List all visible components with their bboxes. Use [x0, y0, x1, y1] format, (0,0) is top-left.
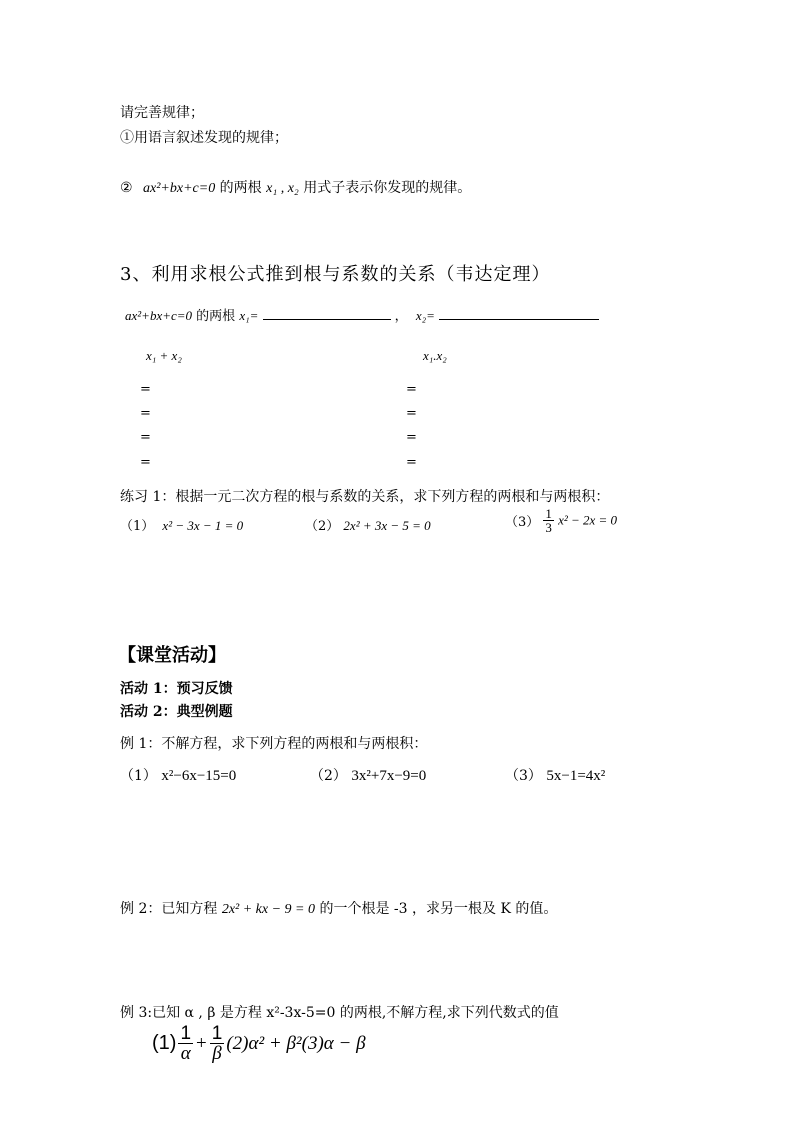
example-3-part-1-number: (1) — [152, 1032, 177, 1054]
rule-intro: 请完善规律； — [120, 105, 204, 121]
rule-item-2-suffix: 用式子表示你发现的规律。 — [303, 180, 472, 196]
activity-2-title: 活动 2：典型例题 — [120, 704, 233, 720]
fraction-numerator: 1 — [180, 1023, 192, 1044]
exercise-1-problem-1 — [120, 515, 243, 534]
exercise-1-problem-3 — [505, 507, 617, 534]
fraction-numerator: 1 — [545, 506, 552, 521]
sum-equals-1: = — [140, 382, 151, 397]
sum-label: x₁ + x₂ — [146, 348, 182, 363]
fraction-numerator: 1 — [211, 1023, 223, 1044]
example-1-problem-1-number: （1） — [120, 768, 157, 784]
example-3-rest-expression: (2)α² + β²(3)α − β — [226, 1032, 366, 1054]
exercise-1-problem-3-equation: x² − 2x = 0 — [558, 512, 618, 528]
sum-equals-3: = — [140, 430, 151, 445]
example-3-expression — [152, 1024, 366, 1063]
one-over-beta-fraction — [210, 1024, 225, 1063]
rule-item-2-equation: ax²+bx+c=0 — [143, 181, 216, 196]
example-2-equation: 2x² + kx − 9 = 0 — [221, 902, 315, 917]
roots-line-equation: ax²+bx+c=0 — [125, 308, 193, 323]
roots-line — [125, 305, 599, 324]
x2-blank[interactable] — [439, 305, 599, 320]
product-equals-4: = — [406, 455, 417, 470]
exercise-1-problem-2-number: （2） — [305, 519, 340, 534]
example-1-problem-2-number: （2） — [310, 768, 347, 784]
exercise-1-problem-3-number: （3） — [505, 515, 540, 530]
example-1-text: 例 1：不解方程，求下列方程的两根和与两根积： — [120, 736, 428, 752]
classroom-activity-heading: 【课堂活动】 — [118, 645, 226, 666]
rule-item-1: ①用语言叙述发现的规律； — [120, 130, 288, 146]
example-1-problem-3-number: （3） — [505, 768, 542, 784]
x1-label: x₁= — [239, 308, 259, 323]
exercise-1-text: 练习 1：根据一元二次方程的根与系数的关系，求下列方程的两根和与两根积： — [120, 489, 610, 505]
product-label: x₁.x₂ — [423, 348, 447, 363]
exercise-1-problem-3-fraction — [543, 507, 554, 534]
exercise-1-problem-1-equation: x² − 3x − 1 = 0 — [162, 518, 244, 533]
example-3-text: 例 3:已知 α , β 是方程 x²-3x-5=0 的两根,不解方程,求下列代数式的值 — [120, 1005, 559, 1021]
example-2-prefix: 例 2：已知方程 — [120, 901, 218, 917]
exercise-1-problem-1-number: （1） — [120, 519, 155, 534]
example-1-problem-1 — [120, 765, 236, 785]
x1-blank[interactable] — [263, 305, 391, 320]
sum-equals-4: = — [140, 455, 151, 470]
example-1-problem-3 — [505, 765, 605, 785]
example-1-problem-2 — [310, 765, 426, 785]
exercise-1-problem-2-equation: 2x² + 3x − 5 = 0 — [343, 518, 431, 533]
example-1-problem-1-equation: x²−6x−15=0 — [161, 768, 237, 784]
rule-item-2-number: ② — [120, 180, 133, 196]
product-equals-1: = — [406, 382, 417, 397]
fraction-denominator: 3 — [545, 520, 552, 535]
example-1-problem-3-equation: 5x−1=4x² — [546, 768, 606, 784]
x2-label: x₂= — [415, 308, 435, 323]
sum-equals-2: = — [140, 406, 151, 421]
roots-line-separator: ， — [394, 309, 408, 324]
one-over-alpha-fraction — [178, 1024, 193, 1063]
product-equals-2: = — [406, 406, 417, 421]
fraction-denominator: β — [212, 1043, 222, 1064]
product-equals-3: = — [406, 430, 417, 445]
plus-sign: + — [196, 1032, 207, 1054]
roots-line-mid: 的两根 — [196, 309, 236, 324]
rule-item-2-mid: 的两根 — [219, 180, 262, 196]
rule-item-2 — [120, 177, 471, 197]
example-2-text — [120, 898, 557, 918]
exercise-1-problem-2 — [305, 515, 431, 534]
example-2-suffix: 的一个根是 -3 ，求另一根及 K 的值。 — [319, 901, 558, 917]
example-1-problem-2-equation: 3x²+7x−9=0 — [351, 768, 427, 784]
activity-1-title: 活动 1：预习反馈 — [120, 681, 233, 697]
section-3-title: 3、利用求根公式推到根与系数的关系（韦达定理） — [120, 264, 551, 285]
rule-item-2-roots: x₁ , x₂ — [266, 181, 299, 196]
fraction-denominator: α — [180, 1043, 191, 1064]
